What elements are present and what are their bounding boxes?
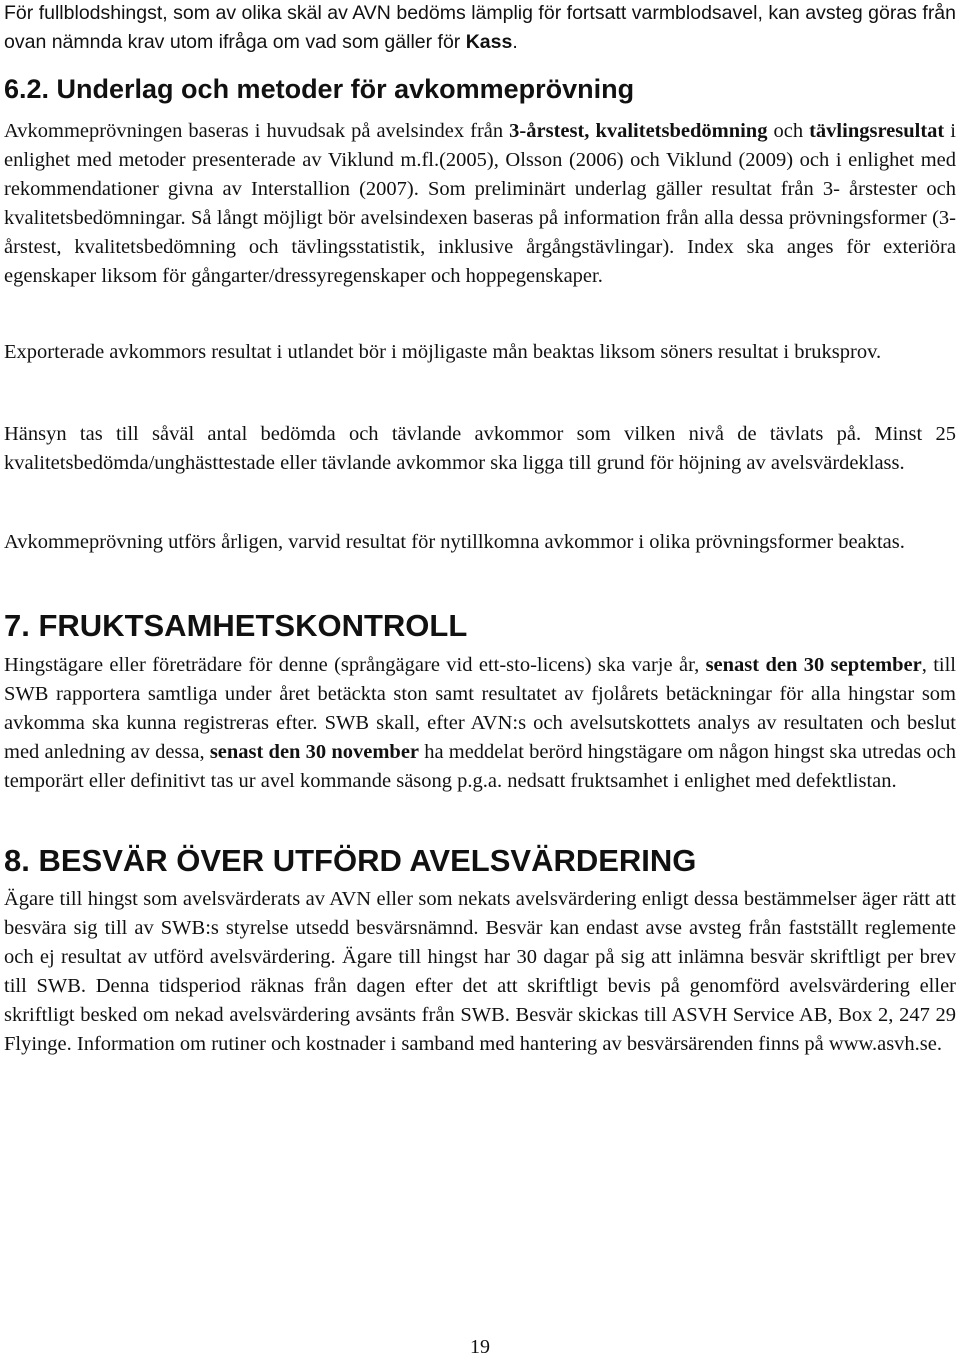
section-8-paragraph: Ägare till hingst som avelsvärderats av AVN eller som nekats avelsvärdering enligt dessa bestämmelser äger rätt att besvära sig till av SWB:s styrelse utsedd besvärsnämnd. Besvär kan endast avse avsteg från fastställt reglemente och ej resultat av utförd avelsvärdering. Ägare till hingst har 30 dagar på sig att inlämna besvär skriftligt per brev till SWB. Denna tidsperiod räknas från dagen efter det att skriftligt bevis på genomförd avelsvärdering eller skriftligt besked om nekad avelsvärdering avsänts från SWB. Besvär skickas till ASVH Service AB, Box 2, 247 29 Flyinge. Information om rutiner och kostnader i samband med hantering av besvärsärenden finns på www.asvh.se.	[4, 888, 956, 1055]
s7-bold-2: senast den 30 november	[209, 741, 420, 763]
s7-bold-1: senast den 30 september	[705, 654, 922, 676]
s7-text-2: , till SWB rapportera samtliga under året betäckta ston samt resultatet av fjolårets betäckningar för alla hingstar som avkomma ska kunna registreras efter. SWB skall, efter AVN:s och avelsutskottets analys av resultaten och beslut med anledning av dessa,	[4, 654, 956, 763]
section-7-heading: 7. FRUKTSAMHETSKONTROLL	[4, 608, 468, 643]
page-number: 19	[470, 1336, 490, 1358]
intro-period: .	[512, 31, 518, 53]
p1-text-2: och	[767, 120, 810, 142]
intro-bold-text: Kass	[465, 31, 513, 53]
section-6-2-paragraph-1	[4, 117, 956, 291]
section-6-2-paragraph-4: Avkommeprövning utförs årligen, varvid resultat för nytillkomna avkommor i olika prövningsformer beaktas.	[4, 531, 905, 553]
intro-text: För fullblodshingst, som av olika skäl av AVN bedöms lämplig för fortsatt varmblodsavel, kan avsteg göras från ovan nämnda krav utom ifråga om vad som gäller för	[4, 2, 956, 53]
section-6-2-paragraph-2: Exporterade avkommors resultat i utlandet bör i möjligaste mån beaktas liksom söners resultat i bruksprov.	[4, 341, 882, 363]
s7-text-1: Hingstägare eller företrädare för denne (språngägare vid ett-sto-licens) ska varje år,	[4, 654, 706, 676]
section-6-2-paragraph-3: Hänsyn tas till såväl antal bedömda och tävlande avkommor som vilken nivå de tävlats på. Minst 25 kvalitetsbedömda/unghästtestade eller tävlande avkommor ska ligga till grund för höjning av avelsvärdeklass.	[4, 423, 956, 474]
section-6-2-heading: 6.2. Underlag och metoder för avkommeprövning	[4, 74, 635, 104]
section-7-paragraph	[4, 651, 956, 796]
p1-text-1: Avkommeprövningen baseras i huvudsak på avelsindex från	[4, 120, 510, 142]
p1-text-3: i enlighet med metoder presenterade av Viklund m.fl.(2005), Olsson (2006) och Viklund (2009) och i enlighet med rekommendationer givna av Interstallion (2007). Som preliminärt underlag gäller resultat från 3- årstester och kvalitetsbedömningar. Så långt möjligt bör avelsindexen baseras på information från alla dessa prövningsformer (3-årstest, kvalitetsbedömning och tävlingsstatistik, inklusive årgångstävlingar). Index ska anges för exteriöra egenskaper liksom för gångarter/dressyregenskaper och hoppegenskaper.	[4, 120, 956, 287]
p1-bold-1: 3-årstest, kvalitetsbedömning	[509, 120, 768, 142]
s7-text-3: ha meddelat berörd hingstägare om någon hingst ska utredas och temporärt eller definitivt tas ur avel kommande säsong p.g.a. nedsatt fruktsamhet i enlighet med defektlistan.	[4, 741, 957, 792]
p1-bold-2: tävlingsresultat	[809, 120, 945, 142]
section-8-heading: 8. BESVÄR ÖVER UTFÖRD AVELSVÄRDERING	[4, 843, 697, 878]
intro-paragraph	[4, 0, 956, 57]
